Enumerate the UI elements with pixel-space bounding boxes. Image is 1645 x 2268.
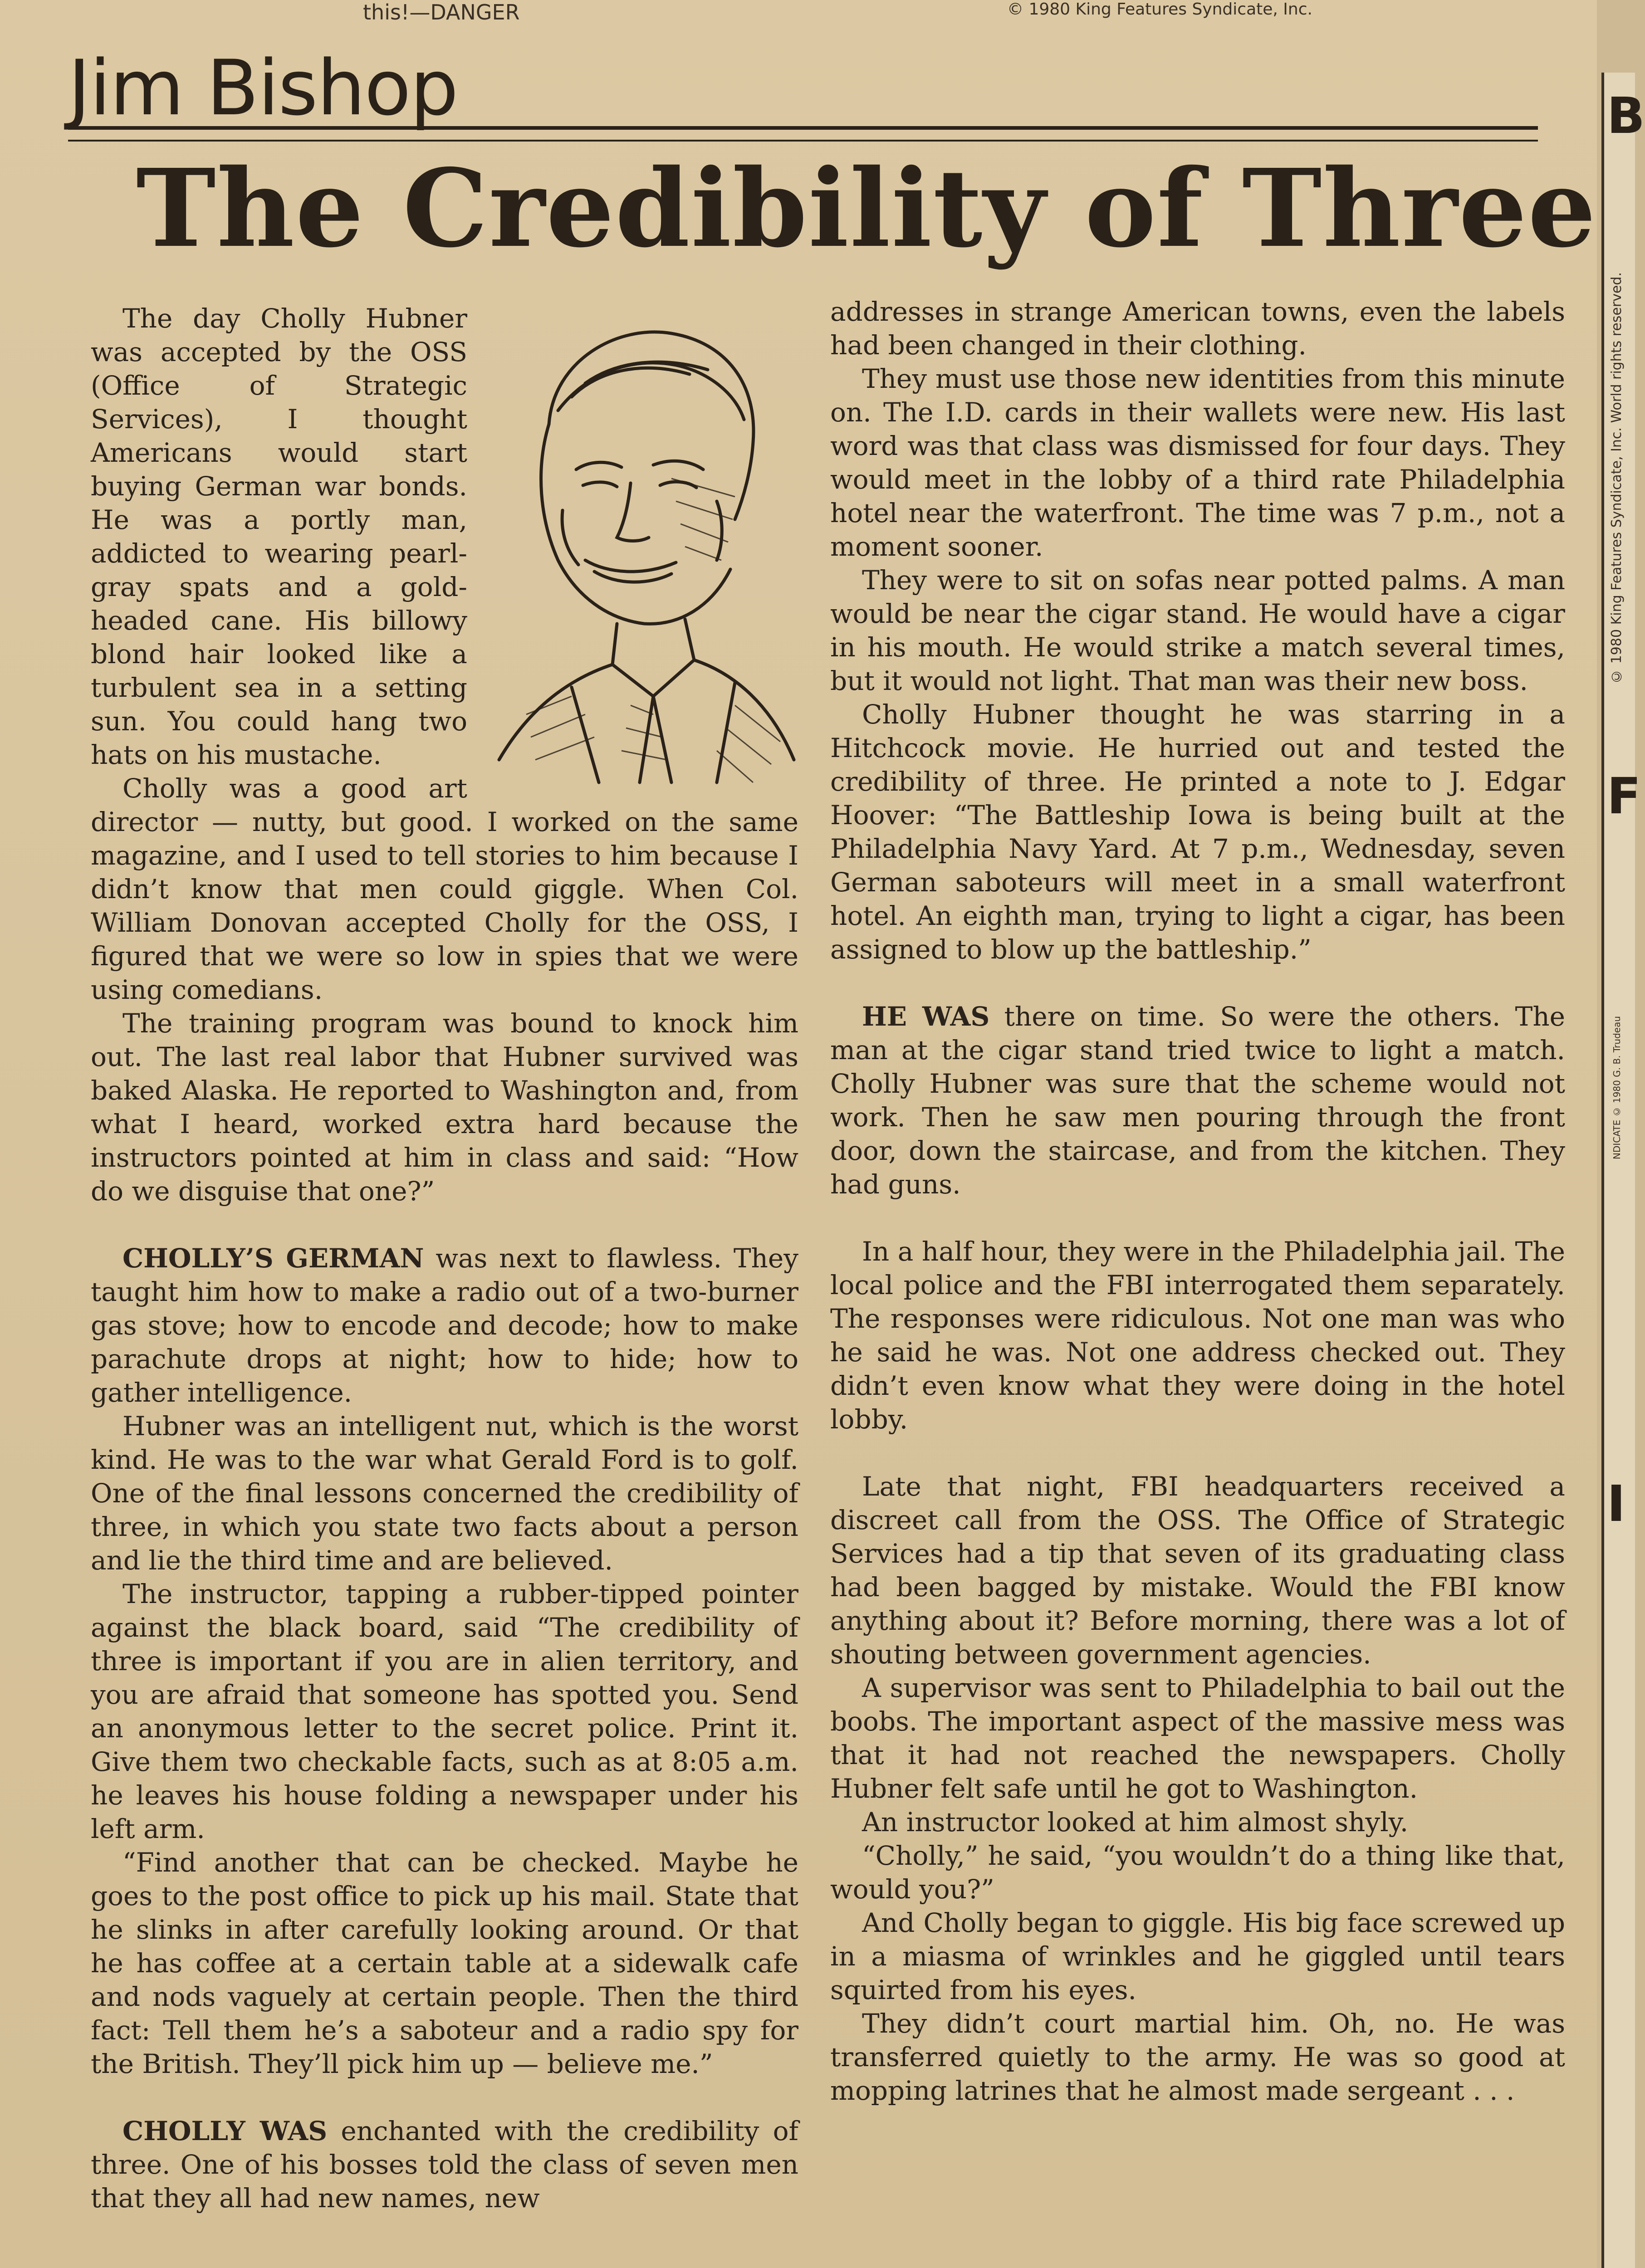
paragraph: The day Cholly Hubner was accepted by the OSS (Office of Strategic Services), I thought Americans would start buying German war bonds. He was a portly man, addicted to wearing pearl-gray spats and a gold-headed cane. His billowy blond hair looked like a turbulent sea in a setting sun. You could hang two hats on his mustache. [91,303,467,770]
paragraph: A supervisor was sent to Philadelphia to bail out the boobs. The important aspect of the massive mess was that it had not reached the newspapers. Cholly Hubner felt safe until he got to Washington. [830,1672,1565,1804]
byline: Jim Bishop [68,44,458,132]
run-in-head: CHOLLY WAS [122,2116,328,2146]
paragraph: Hubner was an intelligent nut, which is the worst kind. He was to the war what Gerald Ford is to golf. One of the final lessons concerned the credibility of three, in which you state two facts about a person and lie the third time and are believed. [91,1411,798,1576]
edge-letter: F [1607,767,1641,825]
paragraph: The instructor, tapping a rubber-tipped pointer against the black board, said “The credibility of three is important if you are in alien territory, and you are afraid that someone has spotted you. Send an anonymous letter to the secret police. Print it. Give them two checkable facts, such as at 8:05 a.m. he leaves his house folding a newspaper under his left arm. [91,1579,798,1844]
paragraph: “Cholly,” he said, “you wouldn’t do a thing like that, would you?” [830,1840,1565,1905]
portrait-illustration [481,306,798,787]
run-in-head: CHOLLY’S GERMAN [122,1243,424,1274]
paragraph: Cholly Hubner thought he was starring in a Hitchcock movie. He hurried out and tested the credibility of three. He printed a note to J. Edgar Hoover: “The Battleship Iowa is being built at the Philadelphia Navy Yard. At 7 p.m., Wednesday, seven German saboteurs will meet in a small waterfront hotel. An eighth man, trying to light a cigar, has been assigned to blow up the battleship.” [830,699,1565,965]
paragraph: The training program was bound to knock him out. The last real labor that Hubner survived was baked Alaska. He reported to Washington and, from what I heard, worked extra hard because the instructors pointed at him in class and said: “How do we disguise that one?” [91,1008,798,1207]
article-column-right [830,295,1565,2107]
paragraph: “Find another that can be checked. Maybe he goes to the post office to pick up his mail. State that he slinks in after carefully looking around. Or that he has coffee at a certain table at a sidewalk cafe and nods vaguely at certain people. Then the third fact: Tell them he’s a saboteur and a radio spy for the British. They’ll pick him up — believe me.” [91,1847,798,2079]
adjacent-clipping-edge [1601,73,1645,2268]
edge-letter: I [1607,1475,1625,1533]
paragraph: They were to sit on sofas near potted palms. A man would be near the cigar stand. He would have a cigar in his mouth. He would strike a match several times, but it would not light. That man was their new boss. [830,565,1565,696]
paragraph: Late that night, FBI headquarters received a discreet call from the OSS. The Office of Strategic Services had a tip that seven of its graduating class had been bagged by mistake. Would the FBI know anything about it? Before morning, there was a lot of shouting between government agencies. [830,1471,1565,1670]
edge-rights-text: © 1980 King Features Syndicate, Inc. World rights reserved. [1609,272,1625,684]
paragraph: Cholly was a good art director — nutty, but good. I worked on the same magazine, and I used to tell stories to him because I didn’t know that men could giggle. When Col. William Donovan accepted Cholly for the OSS, I figured that we were so low in spies that we were using comedians. [91,773,798,1005]
paragraph: In a half hour, they were in the Philadelphia jail. The local police and the FBI interrogated them separately. The responses were ridiculous. Not one man was who he said he was. Not one address checked out. They didn’t even know what they were doing in the hotel lobby. [830,1236,1565,1435]
byline-rule [68,126,1538,142]
paragraph: An instructor looked at him almost shyly. [862,1807,1409,1838]
paragraph-subhead: CHOLLY WAS enchanted with the credibility of three. One of his bosses told the class of seven men that they all had new names, new [91,2116,798,2214]
edge-letter: B [1607,87,1645,145]
copyright-line: © 1980 King Features Syndicate, Inc. [1007,0,1312,19]
portrait-icon [481,306,798,787]
paragraph: addresses in strange American towns, even the labels had been changed in their clothing. [830,296,1565,361]
paragraph-subhead: HE WAS there on time. So were the others. The man at the cigar stand tried twice to light a match. Cholly Hubner was sure that the scheme would not work. Then he saw men pouring through the front door, down the staircase, and from the kitchen. They had guns. [830,1001,1566,1200]
paragraph: They didn’t court martial him. Oh, no. He was transferred quietly to the army. He was so good at mopping latrines that he almost made sergeant . . . [830,2008,1565,2106]
headline: The Credibility of Three [136,145,1597,271]
top-scrap-text: this!—DANGER [363,0,520,24]
article-column-left [91,302,798,2215]
paragraph: They must use those new identities from this minute on. The I.D. cards in their wallets were new. His last word was that class was dismissed for four days. They would meet in the lobby of a third rate Philadelphia hotel near the waterfront. The time was 7 p.m., not a moment sooner. [830,363,1565,562]
paragraph: And Cholly began to giggle. His big face screwed up in a miasma of wrinkles and he giggled until tears squirted from his eyes. [830,1907,1565,2005]
run-in-head: HE WAS [862,1001,990,1032]
edge-syndicate-text: NDICATE © 1980 G. B. Trudeau [1611,1016,1622,1159]
paragraph-subhead: CHOLLY’S GERMAN was next to flawless. They taught him how to make a radio out of a two-burner gas stove; how to encode and decode; how to make parachute drops at night; how to hide; how to gather intelligence. [91,1243,798,1408]
